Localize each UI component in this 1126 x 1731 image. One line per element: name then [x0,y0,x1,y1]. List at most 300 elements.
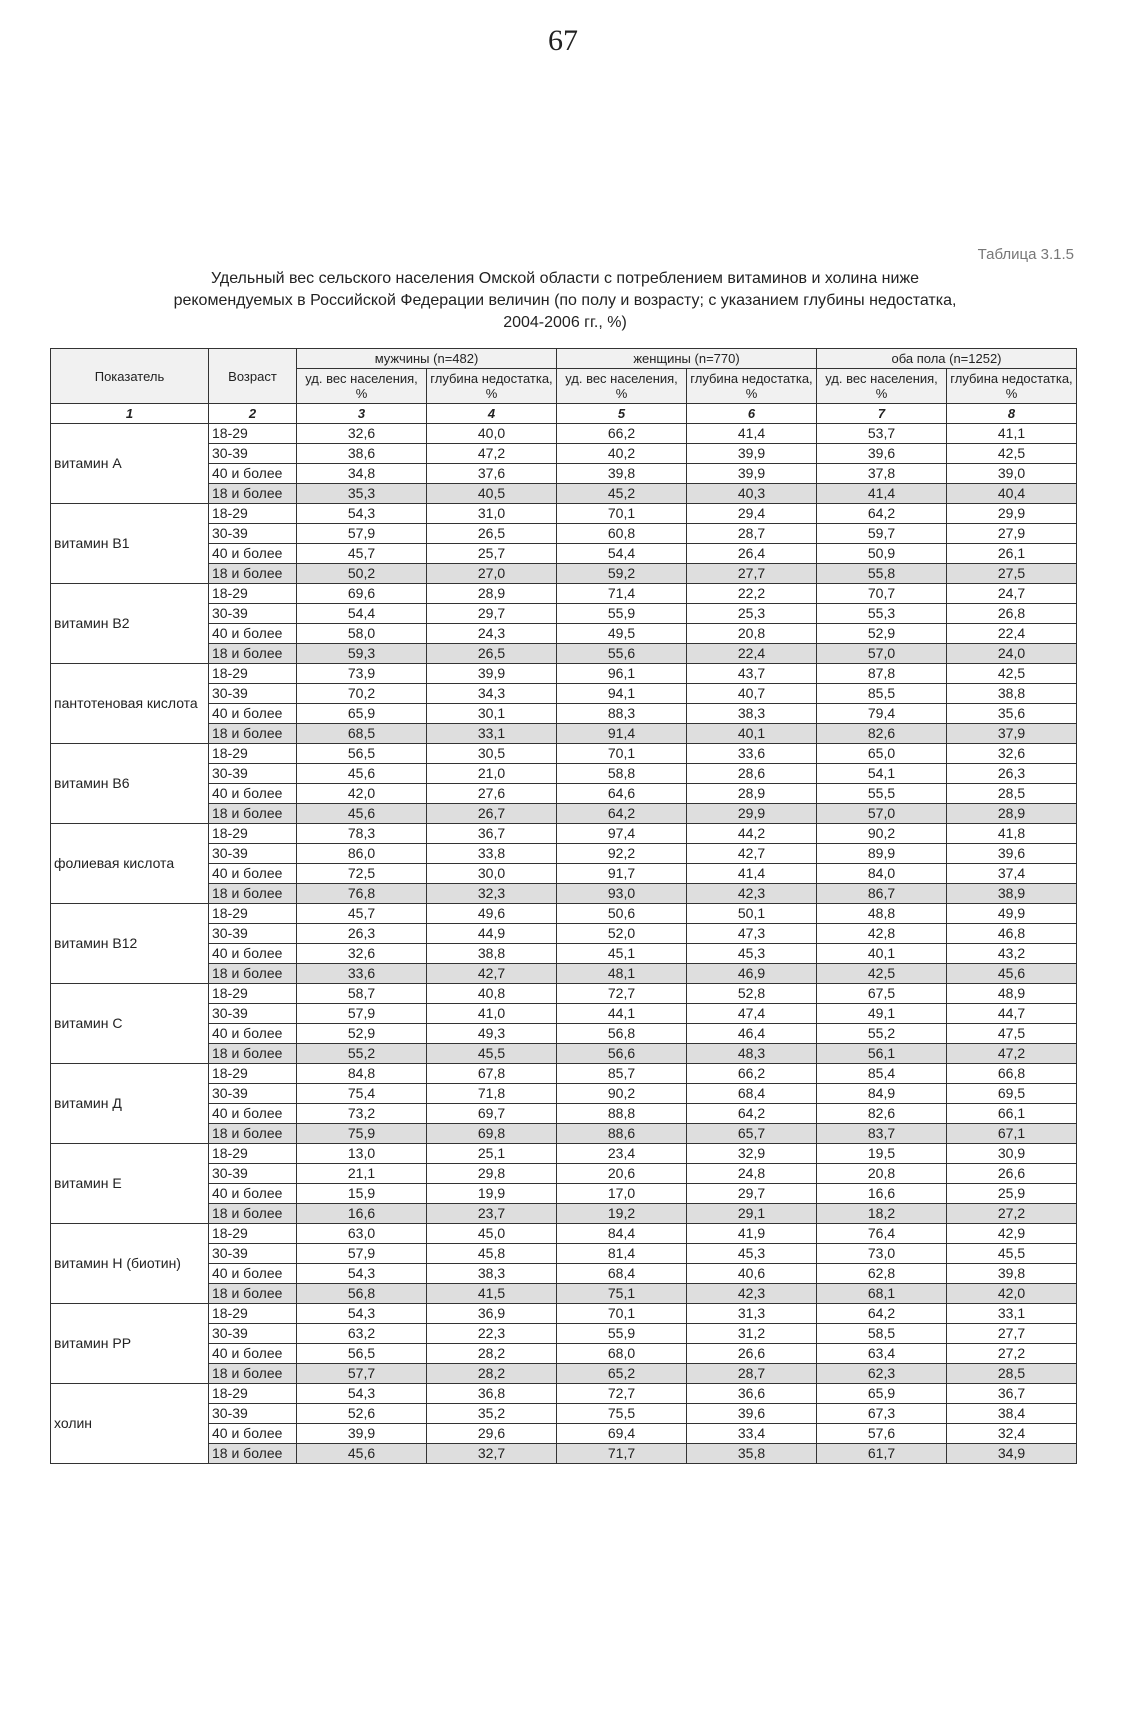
table-caption [60,268,1070,334]
vitamin-deficiency-table [50,348,1077,1464]
value-cell: 54,1 [817,764,947,784]
age-cell: 18 и более [209,1124,297,1144]
value-cell: 45,6 [297,764,427,784]
value-cell: 56,1 [817,1044,947,1064]
value-cell: 57,0 [817,644,947,664]
value-cell: 47,3 [687,924,817,944]
value-cell: 33,6 [297,964,427,984]
value-cell: 35,3 [297,484,427,504]
value-cell: 64,2 [817,504,947,524]
value-cell: 49,6 [427,904,557,924]
age-cell: 18 и более [209,1044,297,1064]
value-cell: 61,7 [817,1444,947,1464]
value-cell: 70,1 [557,744,687,764]
age-cell: 18 и более [209,724,297,744]
page-number: 67 [548,24,578,57]
value-cell: 40,7 [687,684,817,704]
age-cell: 30-39 [209,764,297,784]
value-cell: 32,4 [947,1424,1077,1444]
value-cell: 32,6 [297,944,427,964]
value-cell: 37,8 [817,464,947,484]
value-cell: 65,2 [557,1364,687,1384]
value-cell: 90,2 [817,824,947,844]
value-cell: 44,2 [687,824,817,844]
value-cell: 30,0 [427,864,557,884]
age-cell: 40 и более [209,704,297,724]
value-cell: 70,7 [817,584,947,604]
value-cell: 33,8 [427,844,557,864]
value-cell: 92,2 [557,844,687,864]
value-cell: 55,2 [297,1044,427,1064]
caption-line: Удельный вес сельского населения Омской области с потреблением витаминов и холина ниже [210,270,920,287]
value-cell: 57,9 [297,1244,427,1264]
value-cell: 38,3 [427,1264,557,1284]
value-cell: 71,8 [427,1084,557,1104]
value-cell: 43,2 [947,944,1077,964]
value-cell: 37,9 [947,724,1077,744]
value-cell: 28,2 [427,1364,557,1384]
value-cell: 39,9 [427,664,557,684]
value-cell: 47,2 [947,1044,1077,1064]
value-cell: 75,4 [297,1084,427,1104]
value-cell: 29,4 [687,504,817,524]
value-cell: 45,0 [427,1224,557,1244]
value-cell: 26,3 [297,924,427,944]
age-cell: 40 и более [209,864,297,884]
value-cell: 27,9 [947,524,1077,544]
age-cell: 30-39 [209,1004,297,1024]
value-cell: 42,7 [687,844,817,864]
value-cell: 28,7 [687,524,817,544]
indicator-cell: витамин В1 [51,504,209,584]
value-cell: 69,8 [427,1124,557,1144]
value-cell: 39,8 [557,464,687,484]
value-cell: 47,4 [687,1004,817,1024]
header-depth: глубина недостатка, % [427,369,557,404]
value-cell: 75,5 [557,1404,687,1424]
table-row [51,1384,1077,1404]
value-cell: 29,1 [687,1204,817,1224]
value-cell: 34,9 [947,1444,1077,1464]
value-cell: 42,9 [947,1224,1077,1244]
value-cell: 53,7 [817,424,947,444]
value-cell: 42,7 [427,964,557,984]
value-cell: 65,9 [817,1384,947,1404]
value-cell: 44,1 [557,1004,687,1024]
value-cell: 55,3 [817,604,947,624]
age-cell: 18-29 [209,664,297,684]
value-cell: 57,6 [817,1424,947,1444]
value-cell: 46,9 [687,964,817,984]
value-cell: 84,8 [297,1064,427,1084]
value-cell: 56,8 [297,1284,427,1304]
value-cell: 52,0 [557,924,687,944]
value-cell: 73,2 [297,1104,427,1124]
value-cell: 68,4 [687,1084,817,1104]
value-cell: 40,8 [427,984,557,1004]
value-cell: 49,5 [557,624,687,644]
value-cell: 44,9 [427,924,557,944]
value-cell: 60,8 [557,524,687,544]
age-cell: 30-39 [209,924,297,944]
value-cell: 45,6 [297,1444,427,1464]
value-cell: 48,3 [687,1044,817,1064]
value-cell: 52,9 [297,1024,427,1044]
age-cell: 18-29 [209,904,297,924]
value-cell: 56,8 [557,1024,687,1044]
value-cell: 26,5 [427,644,557,664]
value-cell: 49,1 [817,1004,947,1024]
value-cell: 52,8 [687,984,817,1004]
value-cell: 22,2 [687,584,817,604]
value-cell: 36,8 [427,1384,557,1404]
age-cell: 18 и более [209,644,297,664]
value-cell: 90,2 [557,1084,687,1104]
age-cell: 18 и более [209,484,297,504]
value-cell: 64,2 [557,804,687,824]
indicator-cell: витамин Н (биотин) [51,1224,209,1304]
value-cell: 63,4 [817,1344,947,1364]
value-cell: 52,6 [297,1404,427,1424]
value-cell: 72,5 [297,864,427,884]
age-cell: 40 и более [209,544,297,564]
value-cell: 94,1 [557,684,687,704]
table-row [51,1064,1077,1084]
value-cell: 20,6 [557,1164,687,1184]
value-cell: 88,8 [557,1104,687,1124]
indicator-cell: витамин А [51,424,209,504]
value-cell: 45,6 [947,964,1077,984]
age-cell: 30-39 [209,1404,297,1424]
value-cell: 86,0 [297,844,427,864]
table-row [51,1304,1077,1324]
value-cell: 58,7 [297,984,427,1004]
age-cell: 18-29 [209,1304,297,1324]
value-cell: 22,4 [687,644,817,664]
value-cell: 39,8 [947,1264,1077,1284]
value-cell: 40,1 [687,724,817,744]
value-cell: 28,9 [427,584,557,604]
value-cell: 26,7 [427,804,557,824]
value-cell: 40,6 [687,1264,817,1284]
value-cell: 43,7 [687,664,817,684]
value-cell: 36,7 [947,1384,1077,1404]
value-cell: 68,0 [557,1344,687,1364]
age-cell: 40 и более [209,1344,297,1364]
age-cell: 18-29 [209,1224,297,1244]
value-cell: 39,9 [687,444,817,464]
value-cell: 62,8 [817,1264,947,1284]
value-cell: 84,4 [557,1224,687,1244]
value-cell: 41,4 [687,864,817,884]
value-cell: 48,9 [947,984,1077,1004]
value-cell: 68,1 [817,1284,947,1304]
age-cell: 30-39 [209,1324,297,1344]
value-cell: 75,9 [297,1124,427,1144]
indicator-cell: холин [51,1384,209,1464]
value-cell: 69,5 [947,1084,1077,1104]
value-cell: 28,6 [687,764,817,784]
indicator-cell: витамин Е [51,1144,209,1224]
value-cell: 27,2 [947,1344,1077,1364]
value-cell: 54,3 [297,1264,427,1284]
value-cell: 34,3 [427,684,557,704]
age-cell: 18 и более [209,564,297,584]
value-cell: 40,4 [947,484,1077,504]
value-cell: 32,3 [427,884,557,904]
value-cell: 27,6 [427,784,557,804]
value-cell: 25,7 [427,544,557,564]
header-men: мужчины (n=482) [297,349,557,369]
value-cell: 16,6 [817,1184,947,1204]
value-cell: 91,4 [557,724,687,744]
indicator-cell: витамин В6 [51,744,209,824]
value-cell: 63,2 [297,1324,427,1344]
value-cell: 29,9 [687,804,817,824]
value-cell: 47,5 [947,1024,1077,1044]
value-cell: 27,5 [947,564,1077,584]
value-cell: 45,5 [947,1244,1077,1264]
value-cell: 97,4 [557,824,687,844]
value-cell: 18,2 [817,1204,947,1224]
value-cell: 85,4 [817,1064,947,1084]
value-cell: 50,9 [817,544,947,564]
value-cell: 38,3 [687,704,817,724]
value-cell: 40,3 [687,484,817,504]
age-cell: 30-39 [209,1084,297,1104]
age-cell: 18-29 [209,504,297,524]
value-cell: 54,4 [297,604,427,624]
age-cell: 18-29 [209,984,297,1004]
value-cell: 57,9 [297,1004,427,1024]
indicator-cell: витамин С [51,984,209,1064]
value-cell: 28,7 [687,1364,817,1384]
value-cell: 72,7 [557,984,687,1004]
value-cell: 31,3 [687,1304,817,1324]
value-cell: 76,8 [297,884,427,904]
indicator-cell: пантотеновая кислота [51,664,209,744]
value-cell: 31,2 [687,1324,817,1344]
value-cell: 71,4 [557,584,687,604]
table-row [51,984,1077,1004]
table-row [51,504,1077,524]
value-cell: 48,1 [557,964,687,984]
value-cell: 45,1 [557,944,687,964]
value-cell: 56,5 [297,1344,427,1364]
value-cell: 38,9 [947,884,1077,904]
value-cell: 35,6 [947,704,1077,724]
value-cell: 21,1 [297,1164,427,1184]
value-cell: 19,5 [817,1144,947,1164]
value-cell: 40,0 [427,424,557,444]
age-cell: 18-29 [209,744,297,764]
indicator-cell: витамин В12 [51,904,209,984]
age-cell: 18-29 [209,424,297,444]
value-cell: 91,7 [557,864,687,884]
value-cell: 96,1 [557,664,687,684]
value-cell: 37,4 [947,864,1077,884]
age-cell: 40 и более [209,464,297,484]
value-cell: 50,1 [687,904,817,924]
column-number: 5 [557,404,687,424]
value-cell: 41,8 [947,824,1077,844]
value-cell: 30,9 [947,1144,1077,1164]
value-cell: 27,0 [427,564,557,584]
value-cell: 36,6 [687,1384,817,1404]
age-cell: 30-39 [209,1164,297,1184]
table-body [51,424,1077,1464]
header-share: уд. вес населения, % [297,369,427,404]
age-cell: 18 и более [209,884,297,904]
value-cell: 19,9 [427,1184,557,1204]
value-cell: 59,7 [817,524,947,544]
value-cell: 86,7 [817,884,947,904]
value-cell: 67,1 [947,1124,1077,1144]
value-cell: 26,1 [947,544,1077,564]
value-cell: 40,5 [427,484,557,504]
value-cell: 66,2 [687,1064,817,1084]
value-cell: 70,1 [557,504,687,524]
column-number: 7 [817,404,947,424]
value-cell: 41,5 [427,1284,557,1304]
value-cell: 82,6 [817,1104,947,1124]
value-cell: 16,6 [297,1204,427,1224]
value-cell: 58,0 [297,624,427,644]
table-row [51,744,1077,764]
value-cell: 26,3 [947,764,1077,784]
value-cell: 72,7 [557,1384,687,1404]
value-cell: 28,5 [947,784,1077,804]
value-cell: 27,7 [687,564,817,584]
column-number: 1 [51,404,209,424]
value-cell: 13,0 [297,1144,427,1164]
value-cell: 55,8 [817,564,947,584]
indicator-cell: витамин РР [51,1304,209,1384]
value-cell: 71,7 [557,1444,687,1464]
value-cell: 24,8 [687,1164,817,1184]
value-cell: 29,8 [427,1164,557,1184]
value-cell: 65,7 [687,1124,817,1144]
value-cell: 24,0 [947,644,1077,664]
value-cell: 70,2 [297,684,427,704]
age-cell: 40 и более [209,944,297,964]
table-row [51,824,1077,844]
value-cell: 55,9 [557,604,687,624]
age-cell: 40 и более [209,1264,297,1284]
value-cell: 39,0 [947,464,1077,484]
value-cell: 33,1 [947,1304,1077,1324]
indicator-cell: фолиевая кислота [51,824,209,904]
caption-line: 2004-2006 гг., %) [503,314,627,331]
value-cell: 79,4 [817,704,947,724]
value-cell: 67,8 [427,1064,557,1084]
table-label: Таблица 3.1.5 [977,246,1074,263]
value-cell: 57,9 [297,524,427,544]
value-cell: 46,8 [947,924,1077,944]
value-cell: 55,6 [557,644,687,664]
header-share: уд. вес населения, % [817,369,947,404]
value-cell: 45,2 [557,484,687,504]
value-cell: 42,3 [687,1284,817,1304]
value-cell: 83,7 [817,1124,947,1144]
value-cell: 42,8 [817,924,947,944]
value-cell: 89,9 [817,844,947,864]
value-cell: 42,0 [297,784,427,804]
age-cell: 18-29 [209,1144,297,1164]
value-cell: 81,4 [557,1244,687,1264]
value-cell: 15,9 [297,1184,427,1204]
value-cell: 87,8 [817,664,947,684]
value-cell: 36,7 [427,824,557,844]
value-cell: 39,6 [817,444,947,464]
age-cell: 18-29 [209,1384,297,1404]
value-cell: 24,7 [947,584,1077,604]
value-cell: 38,6 [297,444,427,464]
value-cell: 34,8 [297,464,427,484]
value-cell: 64,6 [557,784,687,804]
value-cell: 58,8 [557,764,687,784]
value-cell: 26,8 [947,604,1077,624]
age-cell: 40 и более [209,1024,297,1044]
value-cell: 45,6 [297,804,427,824]
value-cell: 28,2 [427,1344,557,1364]
value-cell: 56,6 [557,1044,687,1064]
value-cell: 33,4 [687,1424,817,1444]
value-cell: 49,3 [427,1024,557,1044]
value-cell: 69,4 [557,1424,687,1444]
value-cell: 67,5 [817,984,947,1004]
value-cell: 54,3 [297,504,427,524]
value-cell: 73,0 [817,1244,947,1264]
table-row [51,424,1077,444]
value-cell: 85,7 [557,1064,687,1084]
value-cell: 66,2 [557,424,687,444]
value-cell: 58,5 [817,1324,947,1344]
age-cell: 30-39 [209,684,297,704]
value-cell: 66,8 [947,1064,1077,1084]
value-cell: 40,1 [817,944,947,964]
value-cell: 45,3 [687,944,817,964]
value-cell: 54,4 [557,544,687,564]
value-cell: 93,0 [557,884,687,904]
age-cell: 40 и более [209,1424,297,1444]
value-cell: 84,9 [817,1084,947,1104]
age-cell: 18 и более [209,804,297,824]
value-cell: 27,7 [947,1324,1077,1344]
table-row [51,664,1077,684]
value-cell: 29,6 [427,1424,557,1444]
value-cell: 39,9 [687,464,817,484]
value-cell: 39,6 [947,844,1077,864]
value-cell: 67,3 [817,1404,947,1424]
value-cell: 32,6 [947,744,1077,764]
value-cell: 76,4 [817,1224,947,1244]
age-cell: 40 и более [209,1104,297,1124]
value-cell: 35,2 [427,1404,557,1424]
age-cell: 30-39 [209,1244,297,1264]
value-cell: 20,8 [817,1164,947,1184]
value-cell: 33,6 [687,744,817,764]
value-cell: 64,2 [687,1104,817,1124]
indicator-cell: витамин Д [51,1064,209,1144]
value-cell: 25,9 [947,1184,1077,1204]
value-cell: 73,9 [297,664,427,684]
value-cell: 50,2 [297,564,427,584]
value-cell: 41,4 [817,484,947,504]
value-cell: 33,1 [427,724,557,744]
table-row [51,1224,1077,1244]
value-cell: 42,5 [817,964,947,984]
